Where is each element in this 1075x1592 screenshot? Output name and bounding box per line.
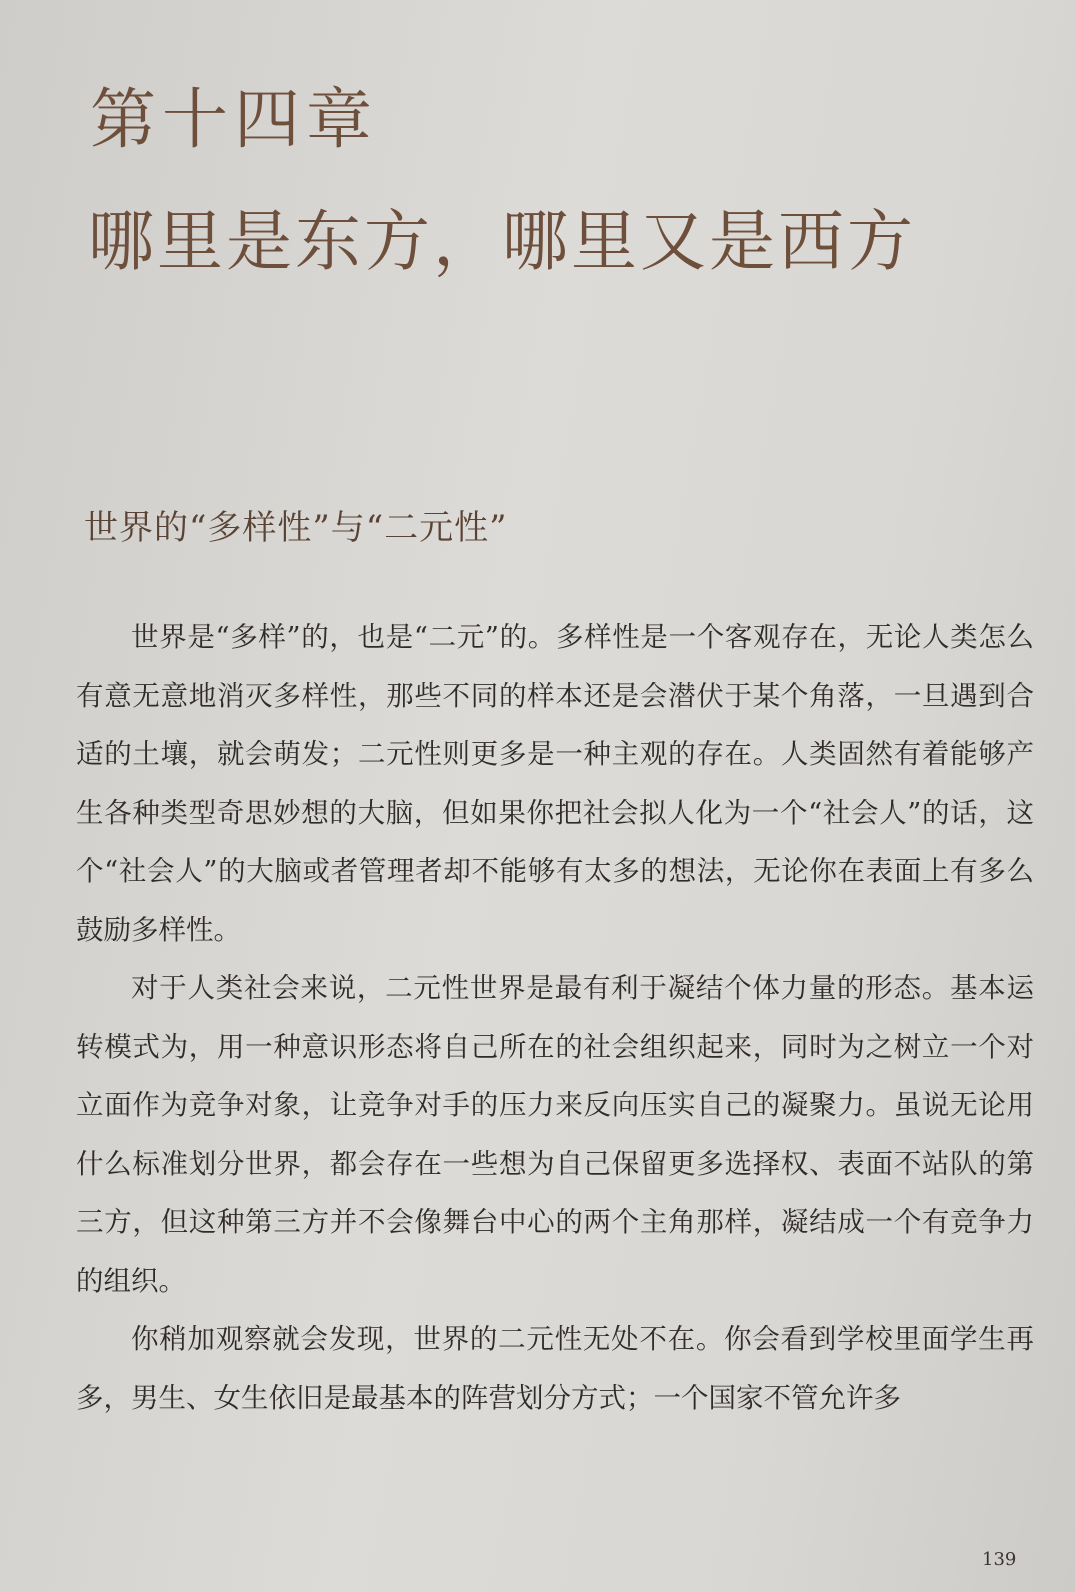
paragraph: 你稍加观察就会发现，世界的二元性无处不在。你会看到学校里面学生再多，男生、女生依旧是最基本的阵营划分方式；一个国家不管允许多 [76,1323,1034,1414]
paragraph: 世界是“多样”的，也是“二元”的。多样性是一个客观存在，无论人类怎么有意无意地消灭多样性，那些不同的样本还是会潜伏于某个角落，一旦遇到合适的土壤，就会萌发；二元性则更多是一种主观的存在。人类固然有着能够产生各种类型奇思妙想的大脑，但如果你把社会拟人化为一个“社会人”的话，这个“社会人”的大脑或者管理者却不能够有太多的想法，无论你在表面上有多么鼓励多样性。 [76,621,1034,946]
page-number: 139 [982,1549,1017,1570]
chapter-number: 第十四章 [90,81,378,158]
paragraph: 对于人类社会来说，二元性世界是最有利于凝结个体力量的形态。基本运转模式为，用一种意识形态将自己所在的社会组织起来，同时为之树立一个对立面作为竞争对象，让竞争对手的压力来反向压实自己的凝聚力。虽说无论用什么标准划分世界，都会存在一些想为自己保留更多选择权、表面不站队的第三方，但这种第三方并不会像舞台中心的两个主角那样，凝结成一个有竞争力的组织。 [76,972,1034,1297]
section-heading: 世界的“多样性”与“二元性” [84,508,508,548]
chapter-title: 哪里是东方，哪里又是西方 [88,203,916,280]
body-text [76,608,1034,1427]
